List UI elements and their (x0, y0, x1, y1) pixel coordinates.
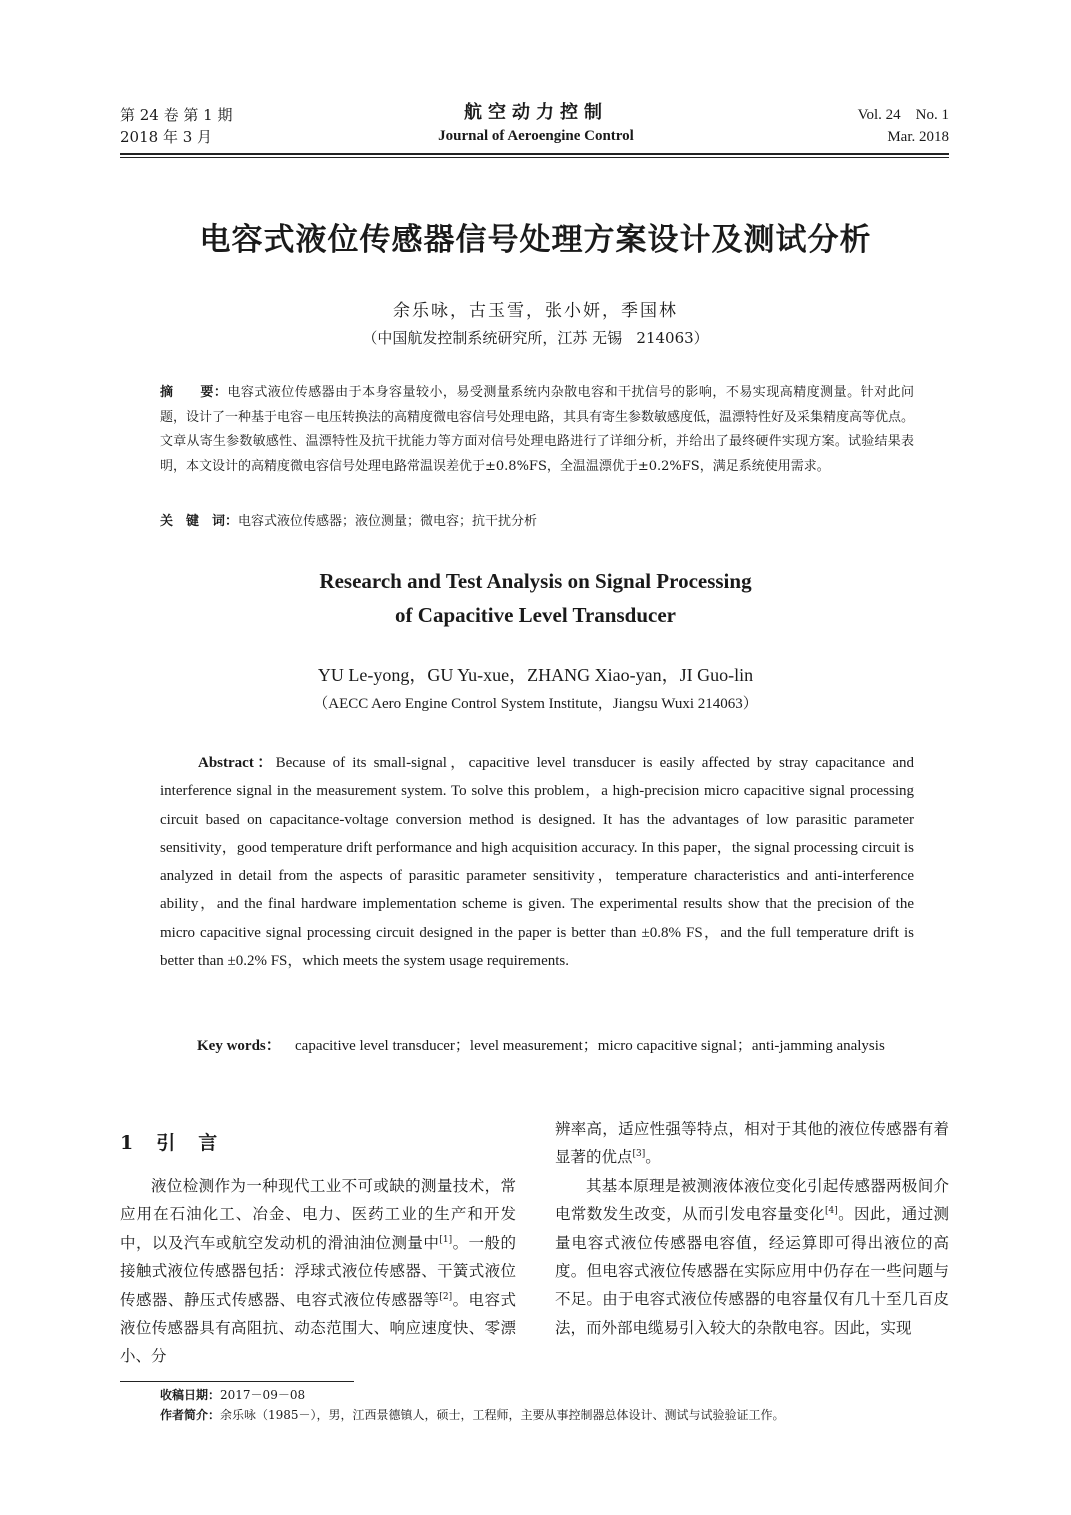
header-issue-block (858, 104, 949, 148)
intro-paragraph-2 (555, 1172, 949, 1342)
authors-cn: 余乐咏，古玉雪，张小妍，季国林 (393, 301, 678, 321)
abstract-en (160, 749, 914, 975)
intro-text-2a: 其基本原理是被测液体液位变化引起传感器两极间介电常数发生改变，从而引发电容量变化 (555, 1176, 949, 1224)
authors-en: YU Le-yong，GU Yu-xue，ZHANG Xiao-yan，JI Guo-lin (317, 665, 754, 685)
paper-title-en (0, 564, 1071, 632)
body-column-left (120, 1172, 516, 1371)
journal-name-en: Journal of Aeroengine Control (438, 128, 634, 144)
header-date-en: Mar. 2018 (887, 129, 949, 145)
header-volume-en: Vol. 24 No. 1 (857, 107, 949, 123)
intro-text-1a: 液位检测作为一种现代工业不可或缺的测量技术，常应用在石油化工、冶金、电力、医药工业的生产和开发中，以及汽车或航空发动机的滑油油位测量中 (120, 1177, 516, 1252)
intro-text-1b: 。一般的接触式液位传感器包括：浮球式液位传感器、干簧式液位传感器、静压式传感器、电容式液位传感器等 (120, 1233, 516, 1309)
journal-name-cn: 航空动力控制 (464, 102, 608, 123)
header-date-cn: 2018 年 3 月 (120, 128, 213, 146)
paper-title-en-line2: of Capacitive Level Transducer (395, 603, 676, 627)
keywords-en-label: Key words： (197, 1038, 281, 1054)
header-rule-thin (120, 157, 949, 158)
footnote-received-date: 2017－09－08 (220, 1388, 306, 1402)
header-journal-block (360, 100, 712, 146)
intro-text-1c: 。电容式液位传感器具有高阻抗、动态范围大、响应速度快、零漂小、分 (120, 1290, 516, 1366)
footnote-author-text: 余乐咏（1985－），男，江西景德镇人，硕士，工程师，主要从事控制器总体设计、测试与试验验证工作。 (220, 1408, 785, 1422)
keywords-cn-text: 电容式液位传感器；液位测量；微电容；抗干扰分析 (238, 514, 538, 529)
footnote-author-bio (160, 1405, 960, 1425)
intro-text-1e: 。 (645, 1148, 661, 1167)
intro-paragraph-1-cont (555, 1115, 949, 1172)
abstract-en-text: Because of its small-signal，capacitive level transducer is easily affected by stray capacitance and interference signal in the measurement system. To solve this problem，a high-precision micro capacitive signal processing circuit based on capacitance-voltage conversion method is designed. It has the advantages of low parasitic parameter sensitivity，good temperature drift performance and high acquisition accuracy. In this paper，the signal processing circuit is analyzed in detail from the aspects of parasitic parameter sensitivity，temperature characteristics and anti-interference ability，and the final hardware implementation scheme is given. The experimental results show that the precision of the micro capacitive signal processing circuit designed in the paper is better than ±0.8% FS，and the full temperature drift is better than ±0.2% FS，which meets the system usage requirements. (160, 755, 914, 970)
affiliation-en: （AECC Aero Engine Control System Institute，Jiangsu Wuxi 214063） (313, 696, 758, 712)
footnote-received (160, 1385, 960, 1405)
intro-text-2b: 。因此，通过测量电容式液位传感器电容值，经运算即可得出液位的高度。但电容式液位传感器在实际应用中仍存在一些问题与不足。由于电容式液位传感器的电容量仅有几十至几百皮法，而外部电缆易引入较大的杂散电容。因此，实现 (555, 1205, 949, 1337)
header-volume-cn: 第 24 卷 第 1 期 (120, 106, 233, 124)
citation-1: [1] (439, 1234, 453, 1245)
abstract-cn (160, 381, 914, 479)
intro-text-1d: 辨率高，适应性强等特点，相对于其他的液位传感器有着显著的优点 (555, 1120, 949, 1167)
citation-2: [2] (439, 1291, 453, 1302)
section-heading-introduction: 1 引 言 (120, 1132, 220, 1154)
keywords-en-text: capacitive level transducer；level measurement；micro capacitive signal；anti-jamming analysis (295, 1038, 885, 1054)
paper-title-en-line1: Research and Test Analysis on Signal Processing (319, 569, 752, 593)
citation-3: [3] (632, 1149, 646, 1160)
body-column-right (555, 1115, 949, 1342)
keywords-cn (160, 511, 914, 533)
abstract-en-label: Abstract： (198, 755, 276, 771)
intro-paragraph-1 (120, 1172, 516, 1371)
affiliation-cn: （中国航发控制系统研究所，江苏 无锡 214063） (362, 329, 709, 347)
footnote-received-label: 收稿日期： (160, 1388, 221, 1402)
citation-4: [4] (825, 1206, 838, 1217)
abstract-cn-text: 电容式液位传感器由于本身容量较小，易受测量系统内杂散电容和干扰信号的影响，不易实现高精度测量。针对此问题，设计了一种基于电容－电压转换法的高精度微电容信号处理电路，其具有寄生参数敏感度低，温漂特性好及采集精度高等优点。文章从寄生参数敏感性、温漂特性及抗干扰能力等方面对信号处理电路进行了详细分析，并给出了最终硬件实现方案。试验结果表明，本文设计的高精度微电容信号处理电路常温误差优于±0.8%FS，全温温漂优于±0.2%FS，满足系统使用需求。 (160, 385, 915, 474)
header-volume-block (120, 104, 232, 148)
header-rule-thick (120, 153, 949, 155)
paper-title-cn: 电容式液位传感器信号处理方案设计及测试分析 (199, 222, 872, 258)
footnote-author-label: 作者简介： (160, 1408, 221, 1422)
footnote-rule (120, 1381, 354, 1382)
keywords-cn-label: 关 键 词： (160, 514, 239, 529)
abstract-cn-label: 摘 要： (160, 385, 228, 400)
